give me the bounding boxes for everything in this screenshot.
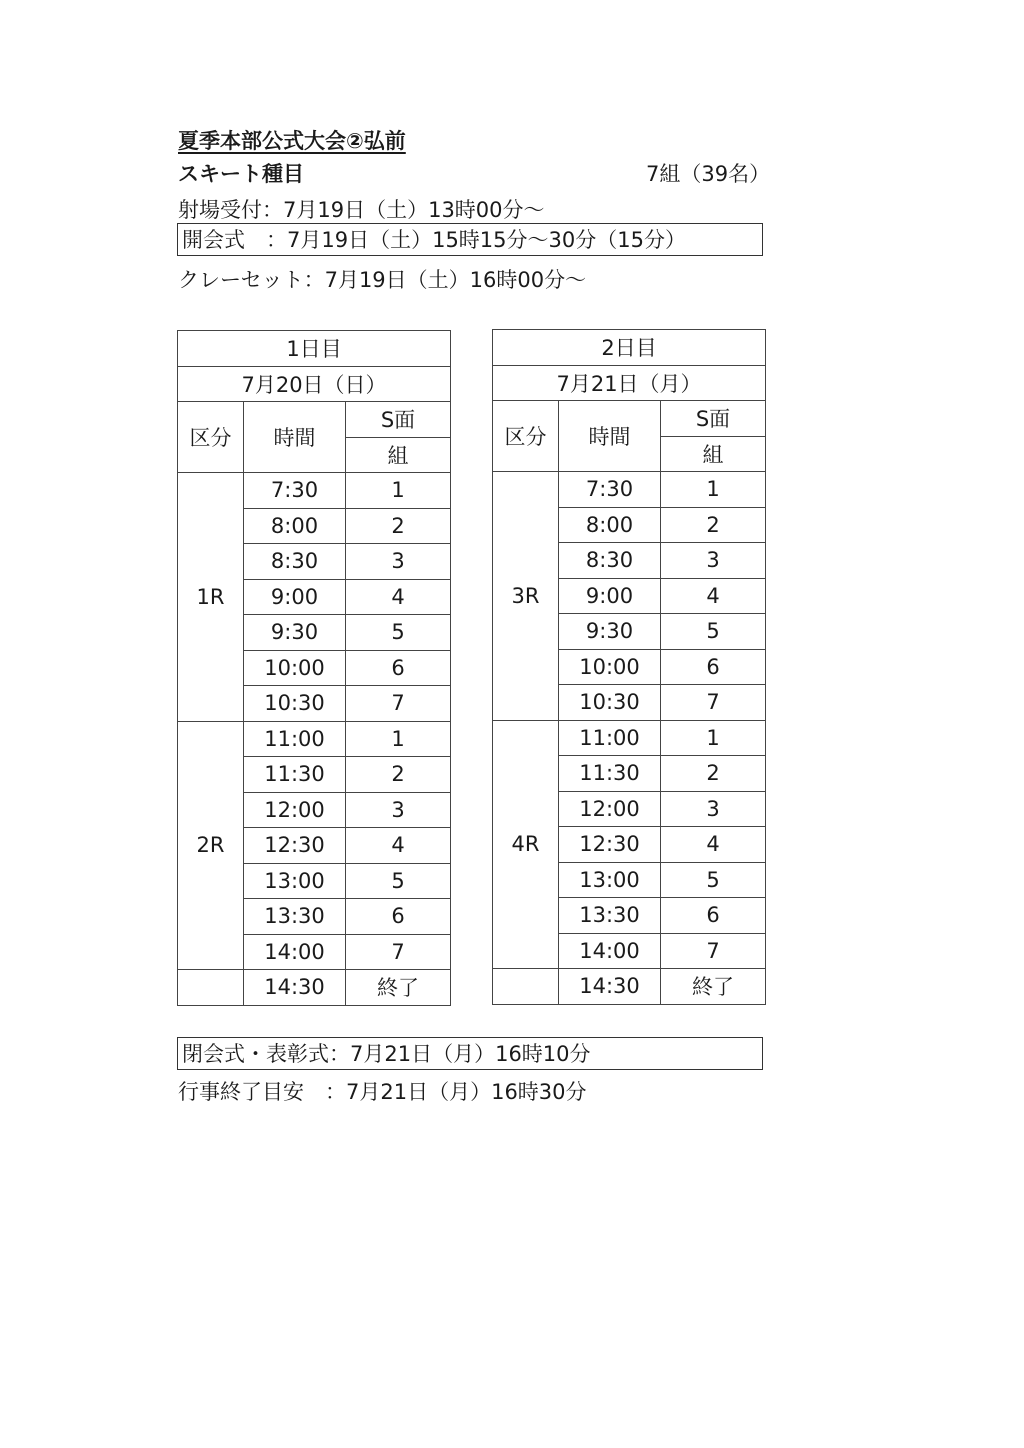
group-cell: 5 [346,863,451,899]
group-cell: 5 [661,862,766,898]
group-cell: 2 [661,756,766,792]
time-cell: 8:00 [244,508,346,544]
time-cell: 12:30 [559,827,661,863]
group-cell: 4 [661,578,766,614]
group-cell: 6 [346,899,451,935]
group-cell: 3 [346,544,451,580]
group-cell: 6 [346,650,451,686]
reception-time: 射場受付：7月19日（土）13時00分～ [178,198,545,222]
time-cell: 13:30 [559,898,661,934]
column-header-division: 区分 [178,402,244,473]
time-cell: 8:30 [559,543,661,579]
group-cell: 7 [661,685,766,721]
column-header-field: S面 [661,401,766,437]
time-cell: 14:00 [244,934,346,970]
group-cell: 5 [661,614,766,650]
header-row [493,401,766,437]
column-header-field: S面 [346,402,451,438]
time-cell: 11:00 [559,720,661,756]
time-cell: 9:30 [559,614,661,650]
opening-ceremony-text: 開会式 ：7月19日（土）15時15分～30分（15分） [182,228,686,252]
end-time-cell: 14:30 [559,969,661,1005]
document-title: 夏季本部公式大会②弘前 [178,129,406,153]
group-cell: 4 [346,828,451,864]
column-header-group: 組 [346,437,451,473]
group-cell: 2 [661,507,766,543]
end-row [493,969,766,1005]
time-cell: 12:00 [559,791,661,827]
end-label-cell: 終了 [661,969,766,1005]
time-cell: 13:30 [244,899,346,935]
table-row [178,473,451,509]
round-label: 4R [493,720,559,969]
time-cell: 10:30 [559,685,661,721]
group-cell: 1 [346,721,451,757]
column-header-group: 組 [661,436,766,472]
day1-schedule-table [177,330,451,1006]
day-label: 1日目 [178,331,451,367]
time-cell: 11:30 [559,756,661,792]
group-cell: 3 [346,792,451,828]
time-cell: 13:00 [559,862,661,898]
time-cell: 13:00 [244,863,346,899]
time-cell: 11:00 [244,721,346,757]
group-cell: 6 [661,898,766,934]
time-cell: 7:30 [244,473,346,509]
group-cell: 1 [661,472,766,508]
date-row [493,365,766,401]
empty-cell [178,970,244,1006]
column-header-division: 区分 [493,401,559,472]
day-label: 2日目 [493,330,766,366]
end-label-cell: 終了 [346,970,451,1006]
end-time-cell: 14:30 [244,970,346,1006]
group-cell: 7 [346,934,451,970]
time-cell: 10:30 [244,686,346,722]
group-cell: 1 [661,720,766,756]
empty-cell [493,969,559,1005]
round-label: 1R [178,473,244,722]
day-date: 7月21日（月） [493,365,766,401]
time-cell: 12:30 [244,828,346,864]
end-row [178,970,451,1006]
date-row [178,366,451,402]
column-header-time: 時間 [559,401,661,472]
day-date: 7月20日（日） [178,366,451,402]
time-cell: 10:00 [559,649,661,685]
column-header-time: 時間 [244,402,346,473]
time-cell: 10:00 [244,650,346,686]
time-cell: 12:00 [244,792,346,828]
table-row [493,720,766,756]
round-label: 3R [493,472,559,721]
group-cell: 7 [661,933,766,969]
header-row [178,402,451,438]
group-cell: 2 [346,757,451,793]
table-row [493,472,766,508]
round-label: 2R [178,721,244,970]
time-cell: 14:00 [559,933,661,969]
time-cell: 11:30 [244,757,346,793]
group-cell: 3 [661,791,766,827]
group-cell: 7 [346,686,451,722]
opening-ceremony-box [177,223,763,256]
closing-ceremony-box [177,1037,763,1070]
event-end-time: 行事終了目安 ：7月21日（月）16時30分 [178,1080,587,1104]
group-cell: 1 [346,473,451,509]
time-cell: 8:30 [244,544,346,580]
table-row [178,721,451,757]
group-cell: 6 [661,649,766,685]
group-cell: 2 [346,508,451,544]
day-label-row [178,331,451,367]
day-label-row [493,330,766,366]
time-cell: 7:30 [559,472,661,508]
closing-ceremony-text: 閉会式・表彰式：7月21日（月）16時10分 [182,1042,591,1066]
group-cell: 4 [346,579,451,615]
time-cell: 9:00 [244,579,346,615]
time-cell: 8:00 [559,507,661,543]
group-cell: 3 [661,543,766,579]
time-cell: 9:30 [244,615,346,651]
day2-schedule-table [492,329,766,1005]
event-name: スキート種目 [178,162,304,186]
clay-setting-time: クレーセット：7月19日（土）16時00分～ [178,268,587,292]
group-cell: 4 [661,827,766,863]
time-cell: 9:00 [559,578,661,614]
group-count: 7組（39名） [646,162,771,186]
group-cell: 5 [346,615,451,651]
